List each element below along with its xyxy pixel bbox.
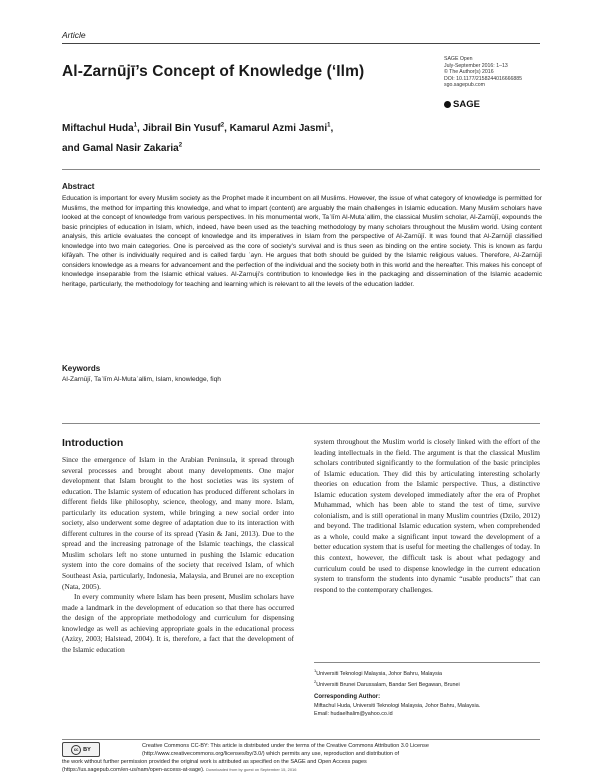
journal-name: SAGE Open bbox=[444, 56, 473, 62]
keywords-heading: Keywords bbox=[62, 364, 101, 373]
introduction-heading: Introduction bbox=[62, 437, 124, 449]
sage-logo bbox=[444, 99, 480, 110]
journal-url[interactable]: sgo.sagepub.com bbox=[444, 82, 485, 89]
body-paragraph: Since the emergence of Islam in the Arabian Peninsula, it spread through several processes and brought about many developments. One major development that Islam brought to the host societies was its system of education. The Islamic system of education has produced different scholars in different fields like philosophy, science, theology, and many more. Islam, particularly its education system, while bringing a new social order into society, also underwent some degree of adaptation due to its interaction with different cultures in the course of its spread (Yasin & Jani, 2013). Due to the spread and the increasing patronage of the Islamic teachings, the classical Muslim scholars left no stone unturned in pushing the Islamic education system into the core domains of the society that received Islam, of which Southeast Asia, particularly, Indonesia, Malaysia, and Brunei are no exception (Nata, 2005). bbox=[62, 455, 294, 591]
body-column-left bbox=[62, 455, 294, 655]
license-line: the work without further permission provided the original work is attributed as specified on the SAGE and Open Access pages bbox=[62, 759, 367, 765]
corresponding-author-name: Miftachul Huda, Universiti Teknologi Malaysia, Johor Bahru, Malaysia. bbox=[314, 702, 481, 709]
section-divider bbox=[62, 169, 540, 170]
license-url[interactable]: (http://www.creativecommons.org/licenses/by/3.0/) which permits any use, reproduction and distribution of bbox=[142, 751, 400, 757]
abstract-text: Education is important for every Muslim society as the Prophet made it incumbent on all Muslims. However, the issue of what category of knowledge is permitted for Muslims, the method for imparting this knowledge, and what to impart (content) are arguably the main challenges in Islamic education. Many Muslim scholars have looked at the concept of knowledge from various perspectives. In his monumental work, Taʿlīm Al-Mutaʿallim, the classical Muslim scholar, Al-Zarnūjī, expounds the basic principles of education in Islam, which, indeed, have been used as the teaching methodology by many scholars throughout the Muslim world. Using content analysis, this article evaluates the concept of knowledge and its imperatives in Islam from the perspective of Al-Zarnūjī. It was found that Al-Zarnūjī classified knowledge into two main categories. One is perceived as the core of society’s survival and is thus seen as binding on the entire society. This is known as farḍu kifāyah. The other is individually required and is called farḍu ʿayn. He argues that both should be guided by the Islamic religious values. Therefore, Al-Zarnūjī considers knowledge as a means for advancement and the perfection of the individual and the society both in this world and the hereafter. This makes his concept of knowledge inseparable from the Islamic ethical values. Al-Zarnuji’s contribution to knowledge lies in the packaging and dissemination of the Islamic academic heritage, particularly, the methodology for teaching and learning which is relevant to all the levels of the education ladder. bbox=[62, 195, 542, 288]
sage-logo-text: SAGE bbox=[453, 99, 480, 110]
body-paragraph: system throughout the Muslim world is closely linked with the effort of the leading intellectuals in the field. The argument is that the classical Muslim scholars contributed significantly to the formulation of the basic principles of Islamic education. They did this by articulating interesting scholarly theories on education from the Islamic perspective. Thus, a distinctive Islamic education system developed immediately after the era of Prophet Muhammad, which has been able to stand the test of time, survive colonialism, and is still operational in many Muslim countries (Dzilo, 2012) and beyond. The traditional Islamic education system, when comprehended as a whole, could make a significant input toward the development of a better education system that is useful for meeting the challenges of today. In this context, however, the difficult task is about what pedagogy and curriculum could be used to dispense knowledge in the current education system to transform the students into dynamic “usable products” that can respond to the contemporary challenges. bbox=[314, 437, 540, 594]
body-paragraph: In every community where Islam has been present, Muslim scholars have made a landmark in the development of education so that there has occurred the design of the appropriate methodology and curriculum for dispensing knowledge as well as achieving appropriate goals in the educational process (Azizy, 2003; Halstead, 2004). It is, therefore, a fact that the development of the Islamic education bbox=[62, 592, 294, 654]
article-type-label: Article bbox=[62, 30, 86, 40]
footnote-rule bbox=[314, 662, 540, 663]
author-name: and Gamal Nasir Zakaria$^2$ bbox=[62, 142, 183, 154]
affiliation-item: $^2$Universiti Brunei Darussalam, Bandar Seri Begawan, Brunei bbox=[314, 679, 460, 688]
body-column-right bbox=[314, 437, 540, 595]
license-url[interactable]: (https://us.sagepub.com/en-us/nam/open-access-at-sage). bbox=[62, 767, 205, 773]
section-divider bbox=[62, 423, 540, 424]
journal-issue: July-September 2016: 1–13 bbox=[444, 62, 508, 69]
license-line: Creative Commons CC-BY: This article is distributed under the terms of the Creative Commons Attribution 3.0 License bbox=[142, 743, 429, 749]
paper-title: Al-Zarnūjī’s Concept of Knowledge (‘Ilm) bbox=[62, 63, 365, 80]
journal-info bbox=[444, 56, 522, 89]
footer-rule bbox=[62, 739, 540, 740]
header-rule bbox=[62, 43, 540, 44]
author-name: Miftachul Huda$^1$, bbox=[62, 123, 143, 135]
keywords-text: Al-Zarnūjī, Taʿlīm Al-Mutaʿallim, Islam, knowledge, fiqh bbox=[62, 376, 221, 383]
abstract-heading: Abstract bbox=[62, 182, 95, 191]
author-list bbox=[62, 118, 482, 157]
doi-line[interactable]: DOI: 10.1177/2158244016666885 bbox=[444, 75, 523, 82]
corresponding-author-email[interactable]: Email: hudaelhalim@yahoo.co.id bbox=[314, 711, 393, 718]
license-statement bbox=[62, 742, 540, 774]
corresponding-author-heading: Corresponding Author: bbox=[314, 694, 381, 701]
sage-logo-icon bbox=[444, 101, 451, 108]
affiliations bbox=[314, 667, 544, 719]
cc-icon: cc bbox=[71, 745, 81, 755]
author-name: Jibrail Bin Yusuf$^2$, bbox=[142, 123, 230, 135]
cc-badge-label: BY bbox=[83, 746, 91, 753]
author-name: Kamarul Azmi Jasmi$^1$, bbox=[229, 123, 334, 135]
download-note: Downloaded from by guest on September 15, 2016 bbox=[206, 767, 297, 772]
affiliation-item: $^1$Universiti Teknologi Malaysia, Johor Bahru, Malaysia bbox=[314, 668, 442, 677]
copyright-line: © The Author(s) 2016 bbox=[444, 69, 494, 76]
